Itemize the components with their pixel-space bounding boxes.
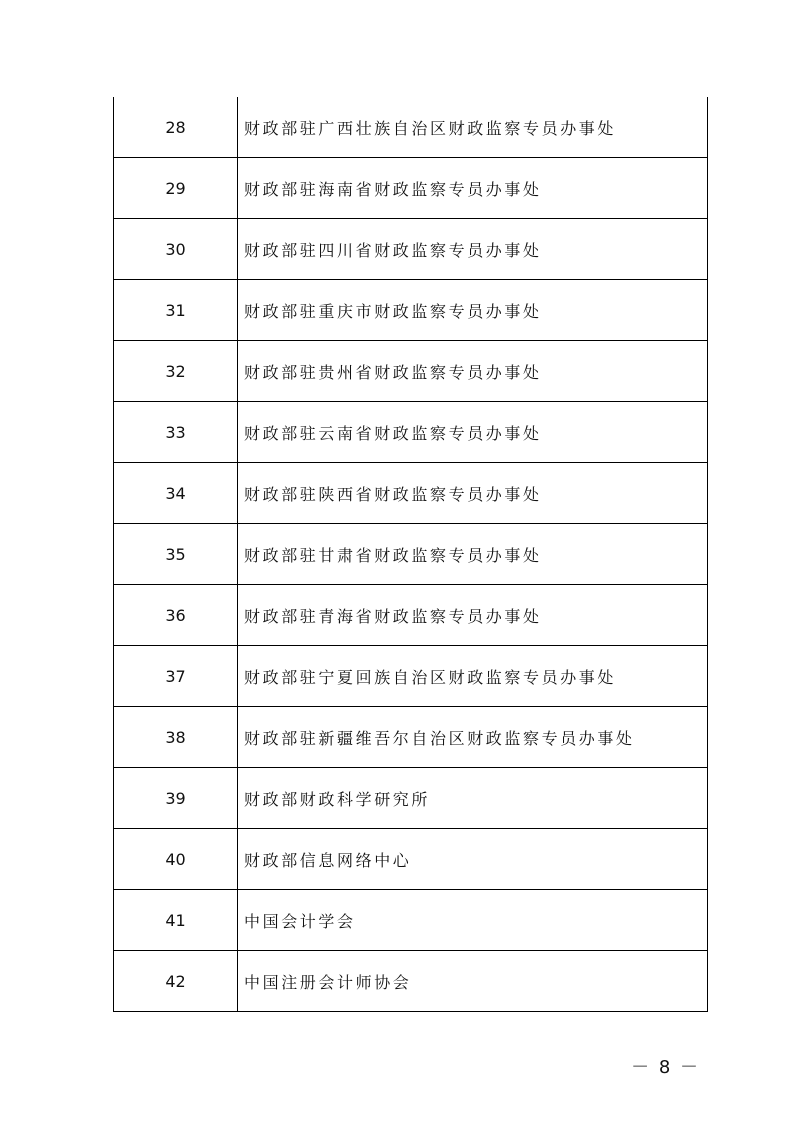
row-number: 39	[114, 768, 238, 829]
institution-name: 财政部驻甘肃省财政监察专员办事处	[238, 524, 708, 585]
institution-name: 财政部驻宁夏回族自治区财政监察专员办事处	[238, 646, 708, 707]
institution-name: 财政部驻重庆市财政监察专员办事处	[238, 280, 708, 341]
institution-name: 财政部驻贵州省财政监察专员办事处	[238, 341, 708, 402]
page-number: － 8 －	[631, 1057, 700, 1078]
institution-name: 财政部信息网络中心	[238, 829, 708, 890]
row-number: 38	[114, 707, 238, 768]
table-row	[114, 158, 708, 219]
institution-table	[113, 97, 708, 1012]
row-number: 29	[114, 158, 238, 219]
row-number: 42	[114, 951, 238, 1012]
row-number: 40	[114, 829, 238, 890]
row-number: 37	[114, 646, 238, 707]
institution-name: 财政部驻四川省财政监察专员办事处	[238, 219, 708, 280]
table-row	[114, 463, 708, 524]
row-number: 28	[114, 97, 238, 158]
institution-name: 财政部驻青海省财政监察专员办事处	[238, 585, 708, 646]
row-number: 30	[114, 219, 238, 280]
row-number: 41	[114, 890, 238, 951]
institution-name: 财政部驻云南省财政监察专员办事处	[238, 402, 708, 463]
institution-name: 中国会计学会	[238, 890, 708, 951]
row-number: 36	[114, 585, 238, 646]
institution-name: 财政部驻新疆维吾尔自治区财政监察专员办事处	[238, 707, 708, 768]
table-row	[114, 219, 708, 280]
table-row	[114, 524, 708, 585]
table-row	[114, 585, 708, 646]
table-row	[114, 890, 708, 951]
table-row	[114, 280, 708, 341]
institution-name: 财政部驻陕西省财政监察专员办事处	[238, 463, 708, 524]
table-row	[114, 341, 708, 402]
row-number: 33	[114, 402, 238, 463]
table-row	[114, 97, 708, 158]
row-number: 31	[114, 280, 238, 341]
institution-name: 财政部财政科学研究所	[238, 768, 708, 829]
institution-name: 中国注册会计师协会	[238, 951, 708, 1012]
table-row	[114, 951, 708, 1012]
row-number: 32	[114, 341, 238, 402]
table-row	[114, 402, 708, 463]
institution-name: 财政部驻广西壮族自治区财政监察专员办事处	[238, 97, 708, 158]
row-number: 35	[114, 524, 238, 585]
table-row	[114, 707, 708, 768]
row-number: 34	[114, 463, 238, 524]
table-row	[114, 829, 708, 890]
table-row	[114, 768, 708, 829]
institution-name: 财政部驻海南省财政监察专员办事处	[238, 158, 708, 219]
table-row	[114, 646, 708, 707]
